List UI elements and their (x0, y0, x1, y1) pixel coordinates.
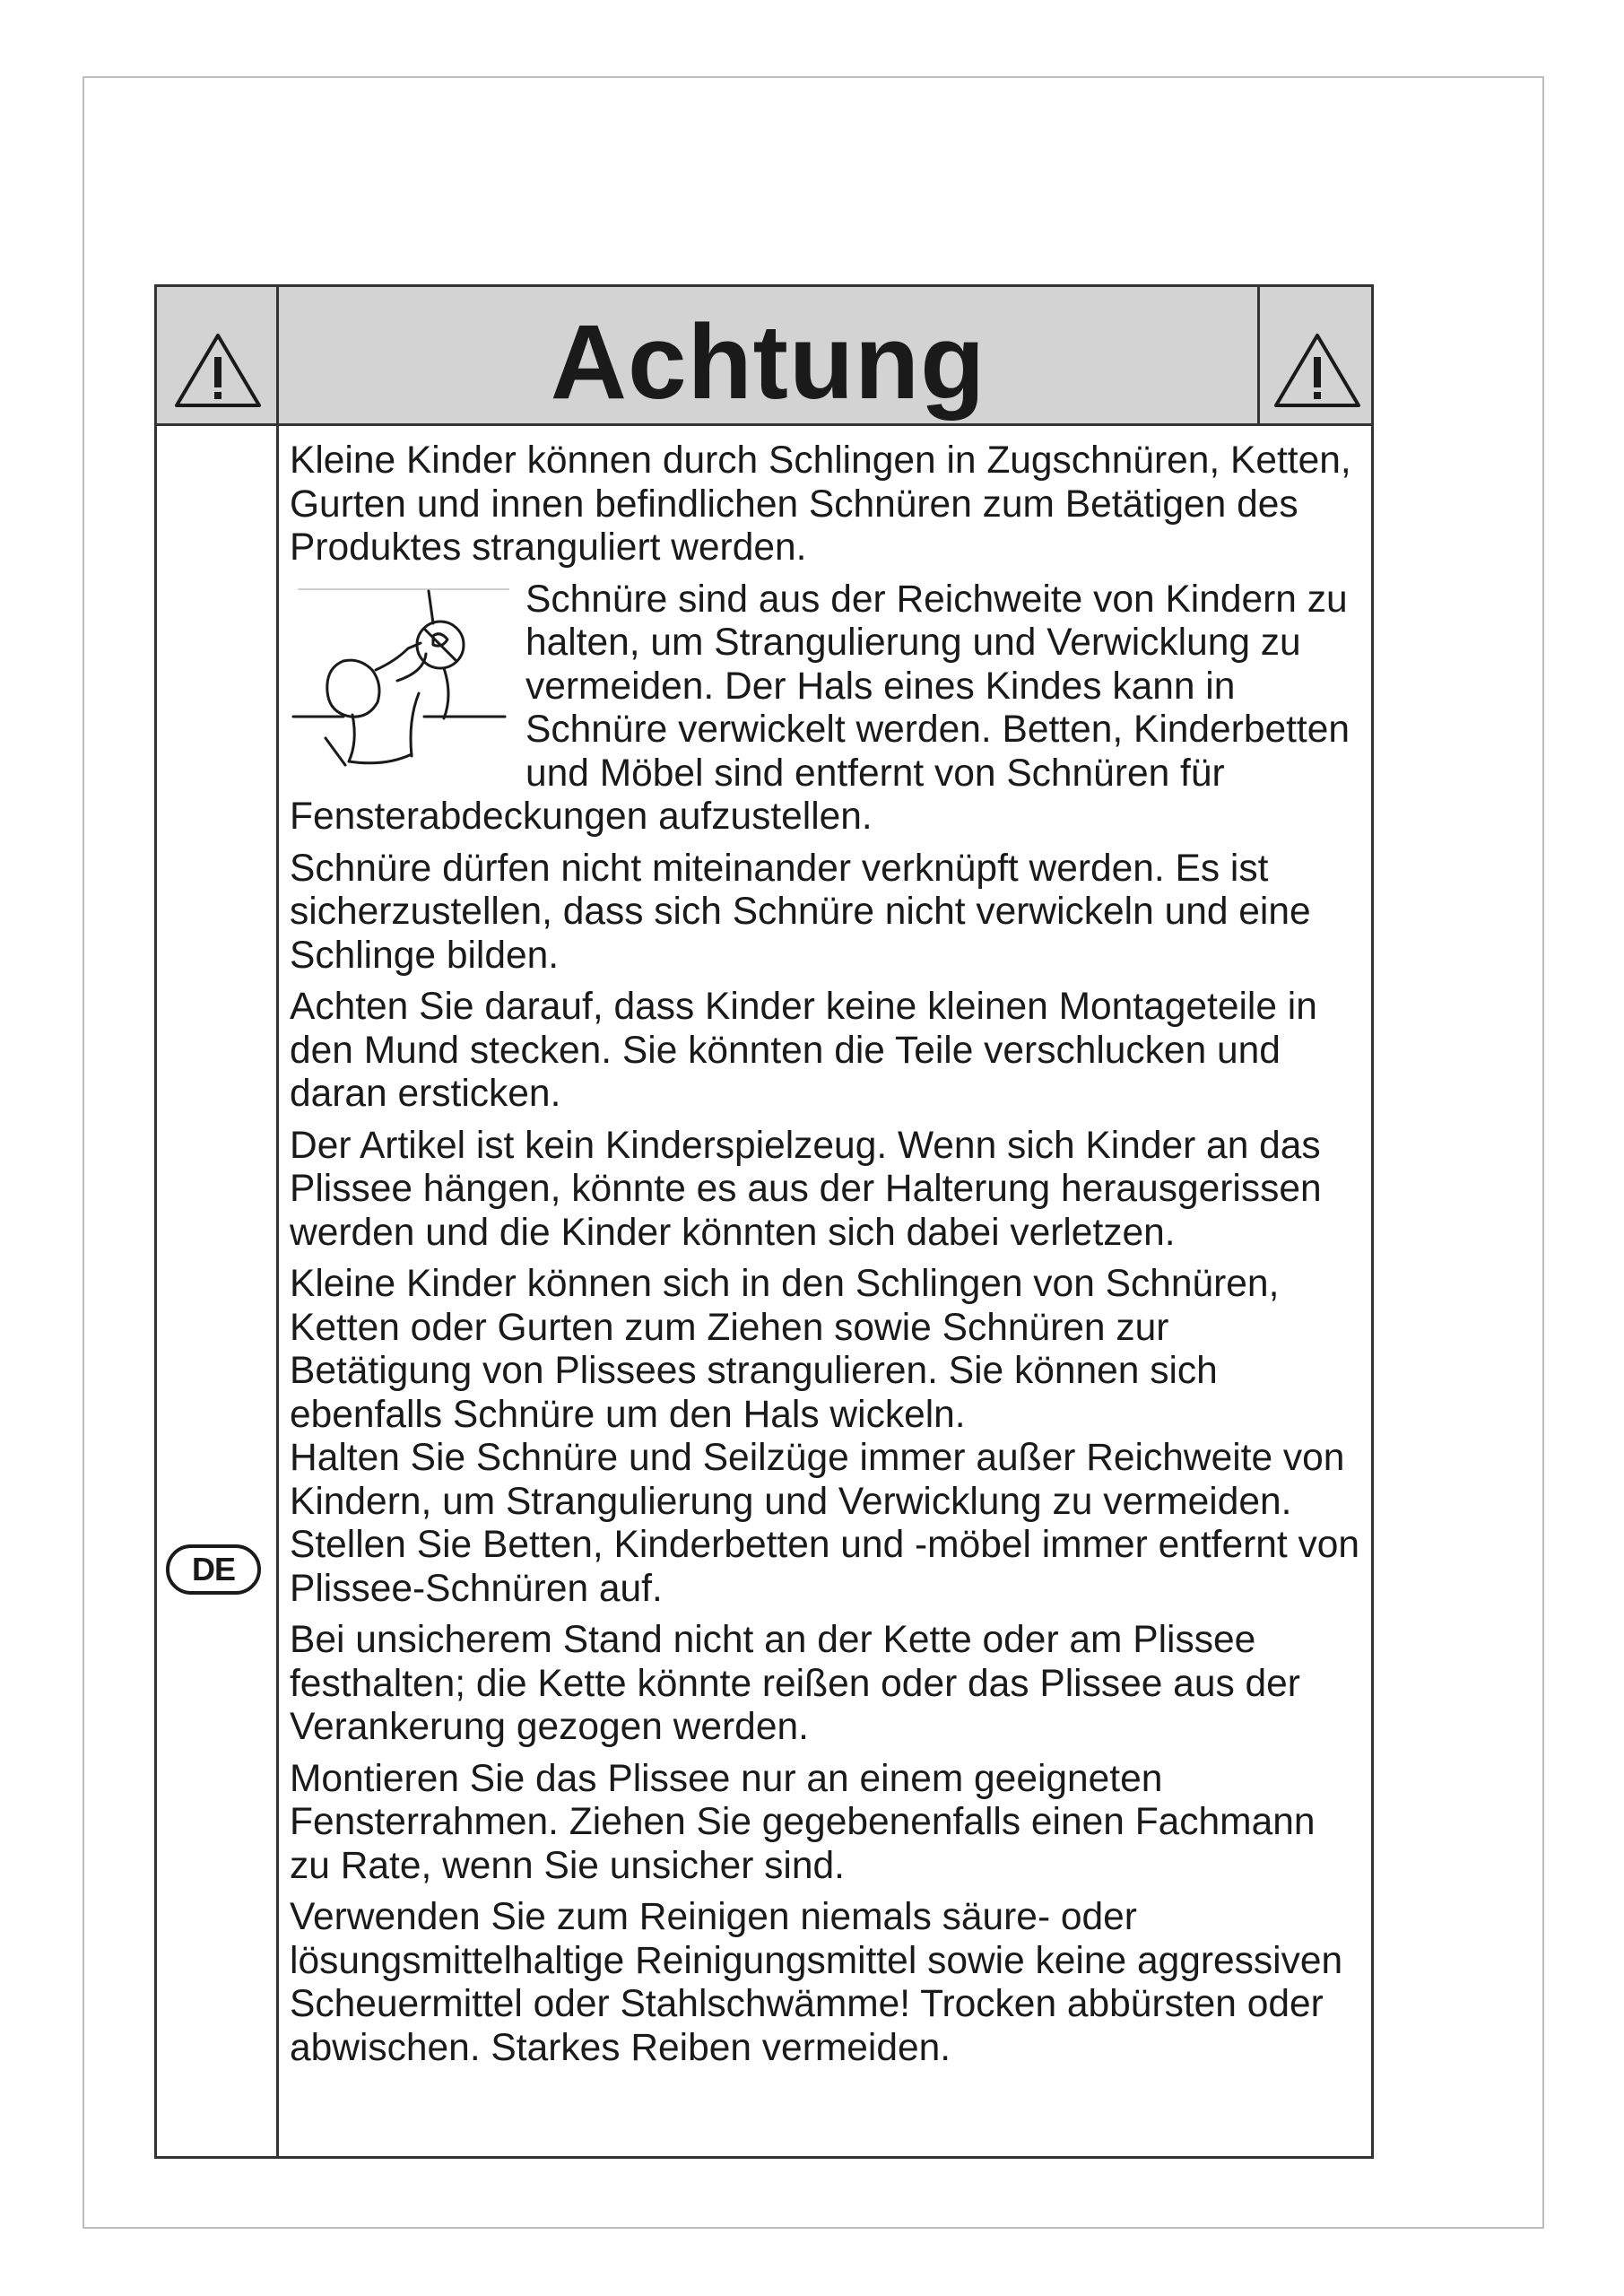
header-title-cell (279, 287, 1260, 423)
language-badge: DE (166, 1544, 261, 1595)
header-left-cell (157, 287, 279, 423)
warning-notice (154, 284, 1374, 2159)
header-right-cell (1260, 287, 1371, 423)
warning-paragraph: Schnüre sind aus der Reichweite von Kindern zu halten, um Strangulierung und Verwicklung zu vermeiden. Der Hals eines Kindes kann in Schnüre verwickelt werden. Betten, Kinderbetten und Möbel sind entfernt von Schnüren für Fensterabdeckungen aufzustellen. (290, 578, 1350, 838)
warning-paragraph: Der Artikel ist kein Kinderspielzeug. Wenn sich Kinder an das Plissee hängen, könnte es aus der Halterung herausgerissen werden und die Kinder könnten sich dabei verletzen. (290, 1124, 1322, 1254)
warning-triangle-icon (1272, 332, 1362, 409)
warning-paragraph: Kleine Kinder können durch Schlingen in Zugschnüren, Ketten, Gurten und innen befindlichen Schnüren zum Betätigen des Produktes stranguliert werden. (290, 439, 1351, 569)
warning-text-body (290, 439, 1361, 2078)
header-row (157, 287, 1371, 426)
warning-paragraph: Kleine Kinder können sich in den Schlingen von Schnüren, Ketten oder Gurten zum Ziehen sowie Schnüren zur Betätigung von Plissees strangulieren. Sie können sich ebenfalls Schnüre um den Hals wickeln. (290, 1263, 1280, 1436)
language-column (157, 426, 279, 2156)
warning-triangle-icon (173, 332, 263, 409)
warning-paragraph: Montieren Sie das Plissee nur an einem geeigneten Fensterrahmen. Ziehen Sie gegebenenfalls einen Fachmann zu Rate, wenn Sie unsicher sind. (290, 1757, 1316, 1887)
warning-paragraph: Halten Sie Schnüre und Seilzüge immer außer Reichweite von Kindern, um Strangulierung und Verwicklung zu vermeiden. (290, 1437, 1345, 1523)
warning-paragraph: Verwenden Sie zum Reinigen niemals säure- oder lösungsmittelhaltige Reinigungsmittel sowie keine aggressiven Scheuermittel oder Stahlschwämme! Trocken abbürsten oder abwischen. Starkes Reiben vermeiden. (290, 1896, 1343, 2069)
page-title: Achtung (550, 303, 986, 422)
warning-paragraph: Achten Sie darauf, dass Kinder keine kleinen Montageteile in den Mund stecken. Sie könnten die Teile verschlucken und daran ersticken. (290, 986, 1317, 1115)
child-cord-hazard-icon (290, 580, 509, 778)
warning-paragraph: Schnüre dürfen nicht miteinander verknüpft werden. Es ist sicherzustellen, dass sich Schnüre nicht verwickeln und eine Schlinge bilden. (290, 847, 1311, 977)
warning-paragraph: Stellen Sie Betten, Kinderbetten und -möbel immer entfernt von Plissee-Schnüren auf. (290, 1524, 1360, 1610)
warning-paragraph: Bei unsicherem Stand nicht an der Kette oder am Plissee festhalten; die Kette könnte reißen oder das Plissee aus der Verankerung gezogen werden. (290, 1619, 1300, 1748)
